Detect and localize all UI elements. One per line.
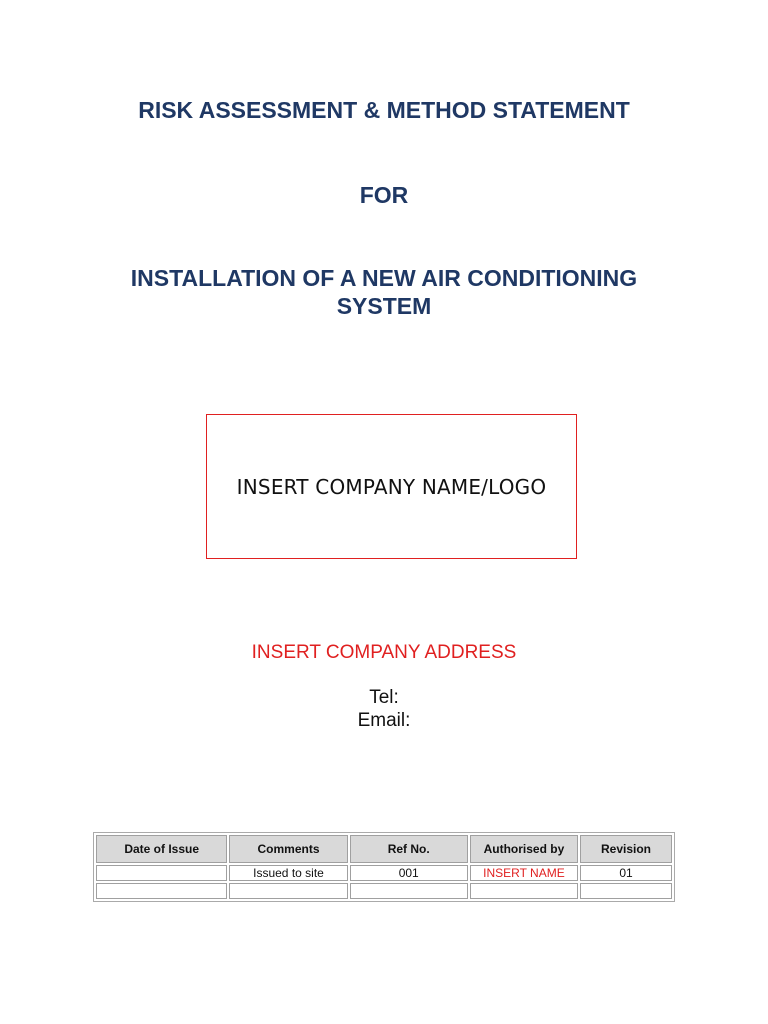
issue-table [93,832,675,902]
table-header-row [96,835,672,863]
header-revision: Revision [580,835,672,863]
header-authorised-by: Authorised by [470,835,578,863]
cell-ref-no: 001 [350,865,468,881]
cell-comments: Issued to site [229,865,347,881]
cell-date-of-issue [96,883,227,899]
company-address-placeholder: INSERT COMPANY ADDRESS [251,642,517,663]
header-ref-no: Ref No. [350,835,468,863]
header-comments: Comments [229,835,347,863]
tel-label: Tel: [369,687,399,708]
cell-revision [580,883,672,899]
table-row [96,865,672,881]
cell-authorised-by: INSERT NAME [470,865,578,881]
header-date-of-issue: Date of Issue [96,835,227,863]
cell-revision: 01 [580,865,672,881]
email-label: Email: [357,710,411,731]
cell-date-of-issue [96,865,227,881]
logo-placeholder-text: INSERT COMPANY NAME/LOGO [236,474,547,499]
company-logo-placeholder [206,414,577,559]
document-subject: INSTALLATION OF A NEW AIR CONDITIONING SYSTEM [130,265,638,319]
document-title: RISK ASSESSMENT & METHOD STATEMENT [138,97,630,123]
title-for: FOR [359,182,409,208]
cell-ref-no [350,883,468,899]
table-row [96,883,672,899]
cell-authorised-by [470,883,578,899]
cell-comments [229,883,347,899]
